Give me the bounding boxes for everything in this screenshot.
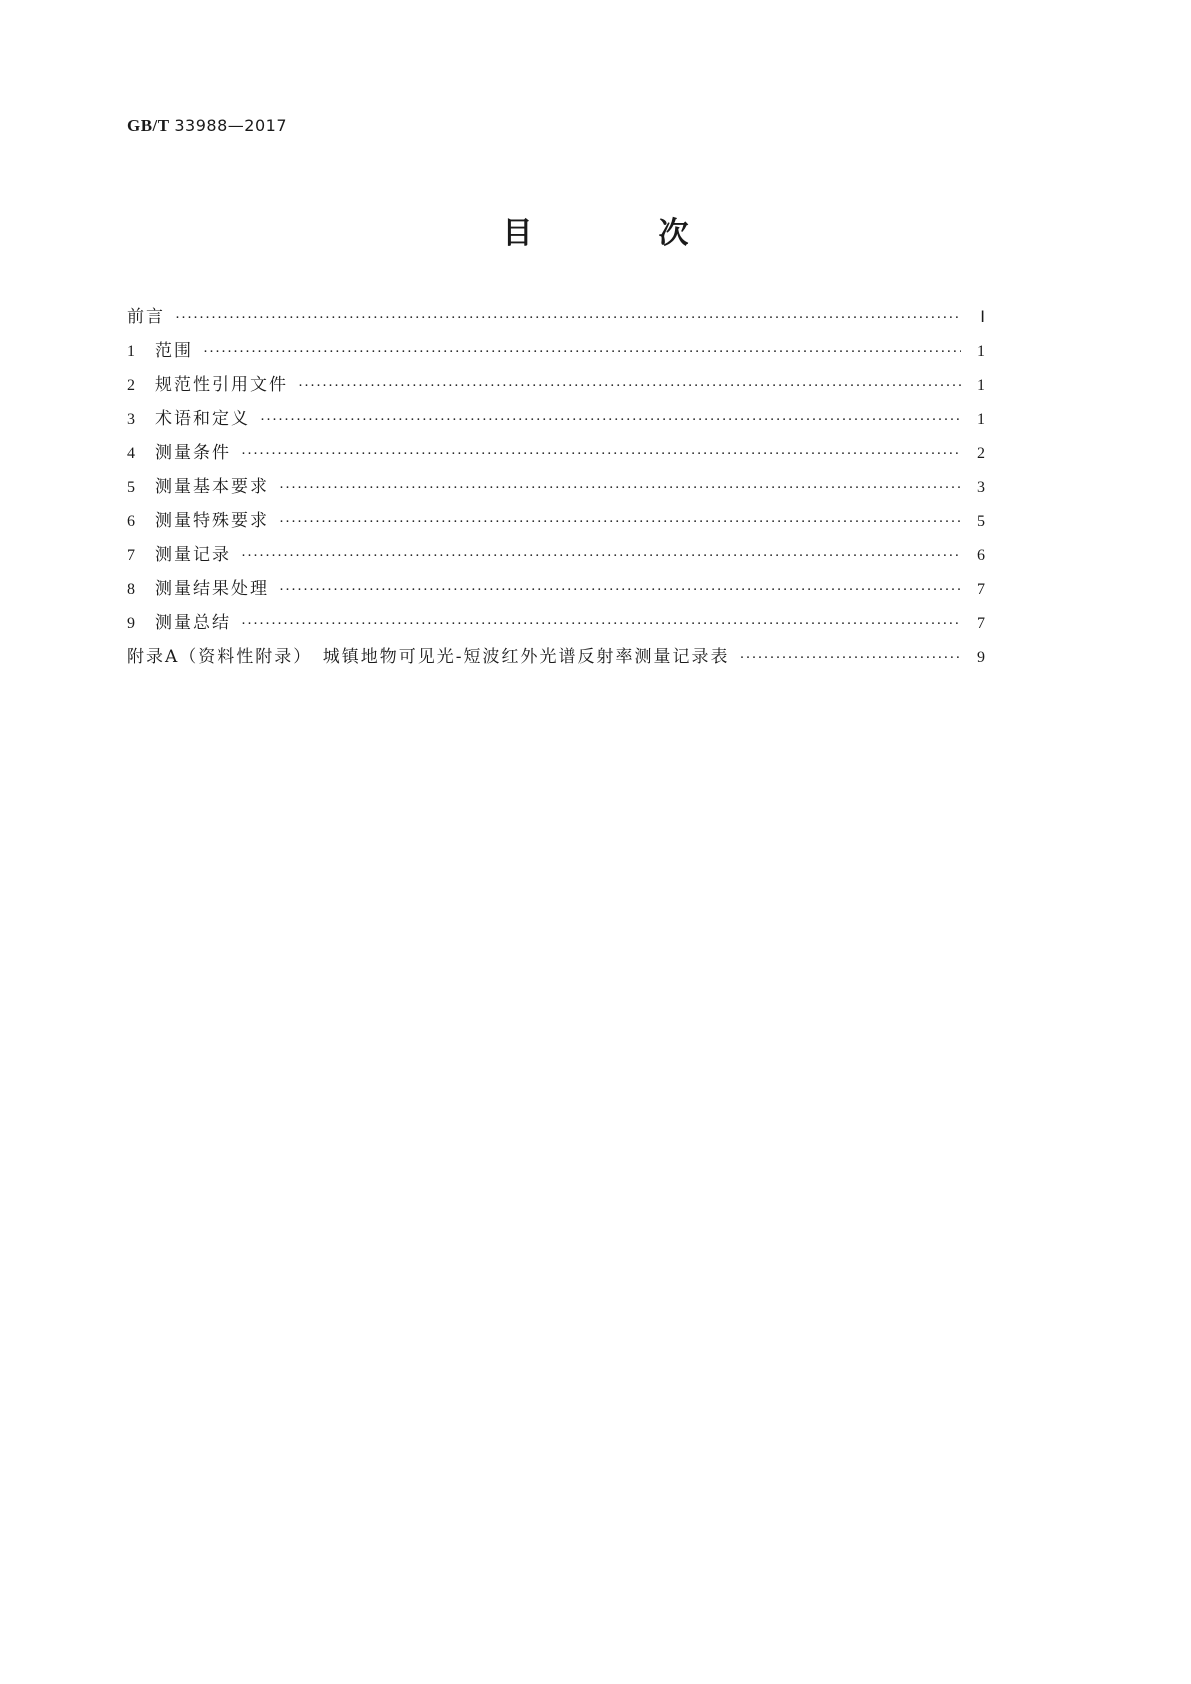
toc-entry-number: 1 bbox=[127, 343, 135, 360]
toc-entry-page: 1 bbox=[977, 377, 985, 394]
toc-entry-label: 前言 bbox=[127, 307, 165, 327]
toc-leader-dots bbox=[241, 539, 961, 573]
toc-entry-page: Ⅰ bbox=[980, 309, 985, 326]
toc-entry-number: 4 bbox=[127, 445, 135, 462]
toc-leader-dots bbox=[279, 505, 961, 539]
toc-title: 目 次 bbox=[502, 216, 737, 251]
toc-entry-special-requirements[interactable] bbox=[127, 504, 985, 538]
toc-entry-result-processing[interactable] bbox=[127, 572, 985, 606]
toc-entry-label: 测量记录 bbox=[155, 545, 231, 565]
standard-code bbox=[127, 116, 287, 136]
toc-entry-terms-definitions[interactable] bbox=[127, 402, 985, 436]
toc-leader-dots bbox=[279, 573, 961, 607]
toc-leader-dots bbox=[740, 641, 961, 675]
toc-entry-page: 9 bbox=[977, 649, 985, 666]
toc-entry-number: 8 bbox=[127, 581, 135, 598]
toc-leader-dots bbox=[241, 437, 961, 471]
toc-entry-page: 1 bbox=[977, 343, 985, 360]
toc-entry-page: 5 bbox=[977, 513, 985, 530]
toc-entry-label: 测量基本要求 bbox=[155, 477, 269, 497]
toc-entry-measurement-summary[interactable] bbox=[127, 606, 985, 640]
toc-entry-foreword[interactable] bbox=[127, 300, 985, 334]
toc-entry-page: 1 bbox=[977, 411, 985, 428]
toc-entry-number: 5 bbox=[127, 479, 135, 496]
toc-entry-label: 测量结果处理 bbox=[155, 579, 269, 599]
toc-entry-basic-requirements[interactable] bbox=[127, 470, 985, 504]
toc-entry-label: 测量特殊要求 bbox=[155, 511, 269, 531]
toc-leader-dots bbox=[279, 471, 961, 505]
toc-entry-number: 9 bbox=[127, 615, 135, 632]
toc-entry-page: 3 bbox=[977, 479, 985, 496]
toc-entry-number: 7 bbox=[127, 547, 135, 564]
toc-entry-label: 规范性引用文件 bbox=[155, 375, 288, 395]
toc-leader-dots bbox=[260, 403, 961, 437]
toc-entry-appendix-a[interactable] bbox=[127, 640, 985, 674]
toc-entry-page: 7 bbox=[977, 615, 985, 632]
toc-leader-dots bbox=[298, 369, 961, 403]
toc-entry-label: 测量条件 bbox=[155, 443, 231, 463]
standard-number: 33988—2017 bbox=[174, 116, 287, 135]
toc-leader-dots bbox=[241, 607, 961, 641]
toc-leader-dots bbox=[175, 301, 961, 335]
toc-entry-label: 范围 bbox=[155, 341, 193, 361]
standard-prefix: GB/T bbox=[127, 116, 170, 135]
toc-entry-page: 7 bbox=[977, 581, 985, 598]
toc-entry-scope[interactable] bbox=[127, 334, 985, 368]
toc-entry-normative-references[interactable] bbox=[127, 368, 985, 402]
toc-entry-measurement-conditions[interactable] bbox=[127, 436, 985, 470]
toc-entry-number: 2 bbox=[127, 377, 135, 394]
toc-entry-measurement-records[interactable] bbox=[127, 538, 985, 572]
toc-entry-label: 测量总结 bbox=[155, 613, 231, 633]
toc-entry-label: 附录A（资料性附录） 城镇地物可见光-短波红外光谱反射率测量记录表 bbox=[127, 647, 730, 667]
table-of-contents bbox=[127, 300, 985, 674]
toc-entry-label: 术语和定义 bbox=[155, 409, 250, 429]
toc-entry-page: 2 bbox=[977, 445, 985, 462]
toc-entry-page: 6 bbox=[977, 547, 985, 564]
toc-leader-dots bbox=[203, 335, 961, 369]
toc-entry-number: 6 bbox=[127, 513, 135, 530]
toc-entry-number: 3 bbox=[127, 411, 135, 428]
